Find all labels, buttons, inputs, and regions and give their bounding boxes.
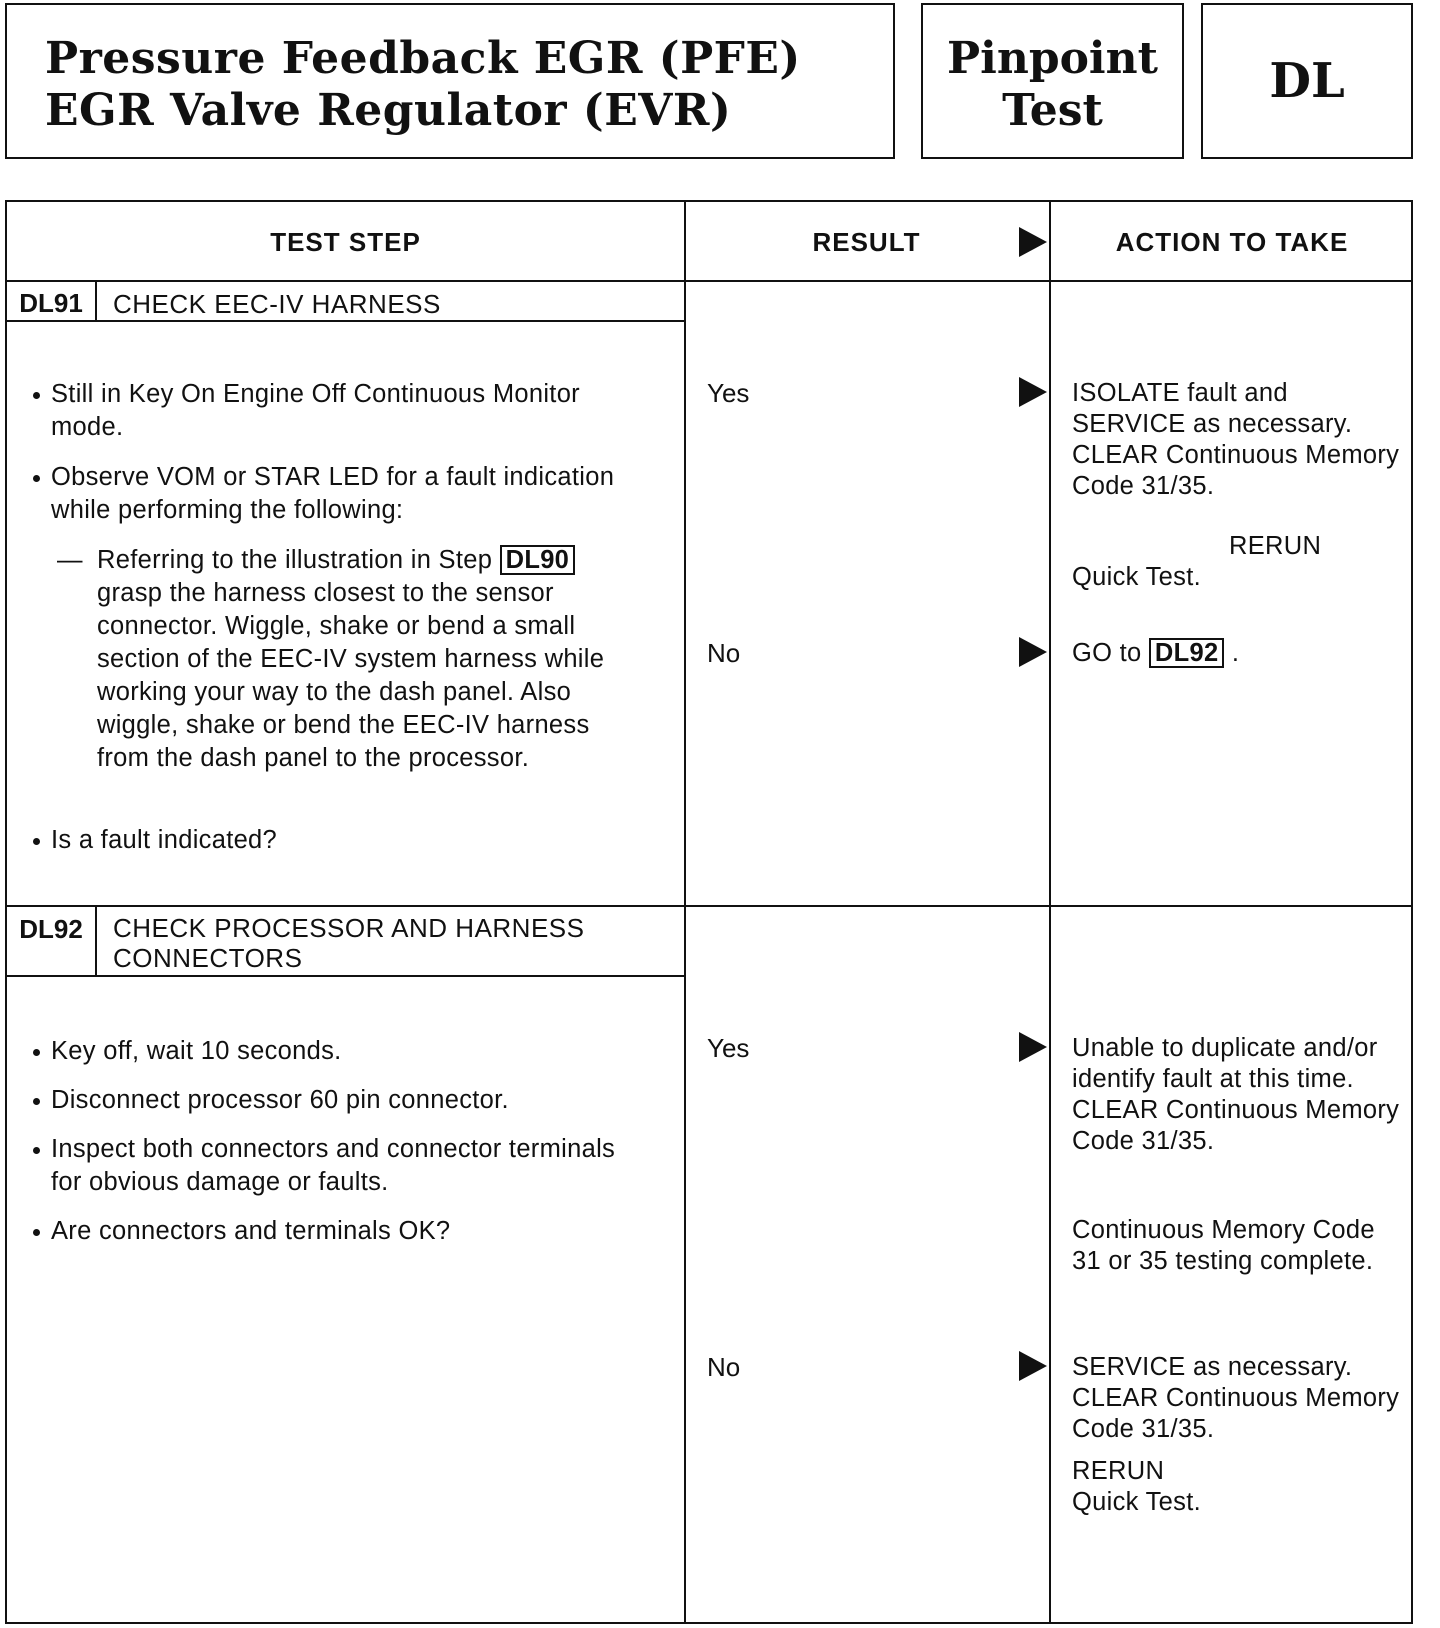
pinpoint-test-box (921, 3, 1184, 159)
pinpoint-table (5, 200, 1413, 1624)
dl92-bullet-2-text: Disconnect processor 60 pin connector. (51, 1086, 509, 1114)
step-ref-dl92[interactable]: DL92 (1149, 638, 1225, 668)
bullet-dot-icon (33, 1098, 40, 1105)
column-divider-test-result (684, 202, 686, 1622)
step-title-dl91: CHECK EEC-IV HARNESS (113, 289, 441, 319)
bullet-dot-icon (33, 475, 40, 482)
dl92-bullet-1 (29, 1035, 649, 1068)
dl92-action-no-quick: Quick Test. (1072, 1488, 1201, 1516)
step-divider (7, 905, 1413, 907)
dl92-result-no: No (707, 1352, 741, 1382)
bullet-dot-icon (33, 392, 40, 399)
step-title-underline (7, 975, 684, 977)
dl91-action-yes-rerun: RERUN (1229, 532, 1322, 560)
dl92-bullet-3 (29, 1133, 649, 1199)
page-title-line-2: EGR Valve Regulator (EVR) (45, 85, 732, 136)
column-divider-result-action (1049, 202, 1051, 1622)
arrow-right-icon (1019, 1032, 1047, 1062)
dl92-result-yes: Yes (707, 1033, 750, 1063)
dl92-bullet-4 (29, 1215, 649, 1248)
period: . (1231, 639, 1240, 667)
arrow-right-icon (1019, 377, 1047, 407)
title-box (5, 3, 895, 159)
test-code-box (1201, 3, 1413, 159)
bullet-dot-icon (33, 1229, 40, 1236)
dl92-action-yes-2: Continuous Memory Code 31 or 35 testing complete. (1072, 1216, 1375, 1275)
step-id-dl91: DL91 (19, 288, 83, 318)
dl91-action-yes: ISOLATE fault and SERVICE as necessary. CLEAR Continuous Memory Code 31/35. (1072, 379, 1400, 500)
step-id-divider (95, 907, 97, 976)
arrow-right-icon (1019, 1351, 1047, 1381)
dl91-action-no (1072, 638, 1402, 669)
page-title-line-1: Pressure Feedback EGR (PFE) (45, 33, 801, 84)
column-header-test-step: TEST STEP (270, 226, 421, 257)
bullet-dot-icon (33, 1049, 40, 1056)
dl92-bullet-4-text: Are connectors and terminals OK? (51, 1217, 451, 1245)
dl91-bullet-1-text: Still in Key On Engine Off Continuous Monitor mode. (51, 380, 580, 441)
test-label: Test (1002, 85, 1103, 136)
column-header-result: RESULT (812, 226, 921, 257)
column-header-action: ACTION TO TAKE (1115, 226, 1349, 257)
dl91-result-no: No (707, 638, 741, 668)
dl91-bullet-2 (29, 461, 649, 527)
dl92-action-yes-1: Unable to duplicate and/or identify fault at this time. CLEAR Continuous Memory Code 31/35. (1072, 1034, 1400, 1155)
dl91-dash-item (57, 544, 647, 775)
step-id-dl92: DL92 (19, 914, 83, 944)
step-title-underline (7, 320, 684, 322)
dl91-bullet-1 (29, 378, 649, 444)
dl91-bullet-2-text: Observe VOM or STAR LED for a fault indication while performing the following: (51, 463, 615, 524)
header-divider (7, 280, 1413, 282)
header-arrow-icon (1019, 227, 1047, 257)
dl92-action-no-1: SERVICE as necessary. CLEAR Continuous Memory Code 31/35. (1072, 1353, 1400, 1443)
dl92-bullet-3-text: Inspect both connectors and connector terminals for obvious damage or faults. (51, 1135, 616, 1196)
step-ref-dl90[interactable]: DL90 (500, 545, 576, 575)
test-code: DL (1269, 53, 1345, 109)
step-title-dl92-line-1: CHECK PROCESSOR AND HARNESS (113, 913, 585, 943)
go-to-label: GO to (1072, 639, 1142, 667)
step-id-divider (95, 282, 97, 322)
bullet-dot-icon (33, 1147, 40, 1154)
bullet-dot-icon (33, 838, 40, 845)
dl92-bullet-2 (29, 1084, 649, 1117)
arrow-right-icon (1019, 637, 1047, 667)
dl92-bullet-1-text: Key off, wait 10 seconds. (51, 1037, 342, 1065)
dl91-bullet-3 (29, 824, 649, 857)
dl92-action-no-rerun: RERUN (1072, 1457, 1165, 1485)
dl91-bullet-3-text: Is a fault indicated? (51, 826, 278, 854)
dl91-dash-text-after: grasp the harness closest to the sensor connector. Wiggle, shake or bend a small section of the EEC-IV system harness while working your way to the dash panel. Also wiggle, shake or bend the EEC-IV harness from the dash panel to the processor. (97, 579, 605, 772)
dl91-dash-text-before: Referring to the illustration in Step (97, 546, 493, 574)
dl91-action-yes-quick: Quick Test. (1072, 563, 1201, 591)
pinpoint-label: Pinpoint (947, 33, 1158, 84)
step-title-dl92-line-2: CONNECTORS (113, 943, 303, 973)
dash-icon: — (57, 546, 83, 574)
dl91-result-yes: Yes (707, 378, 750, 408)
